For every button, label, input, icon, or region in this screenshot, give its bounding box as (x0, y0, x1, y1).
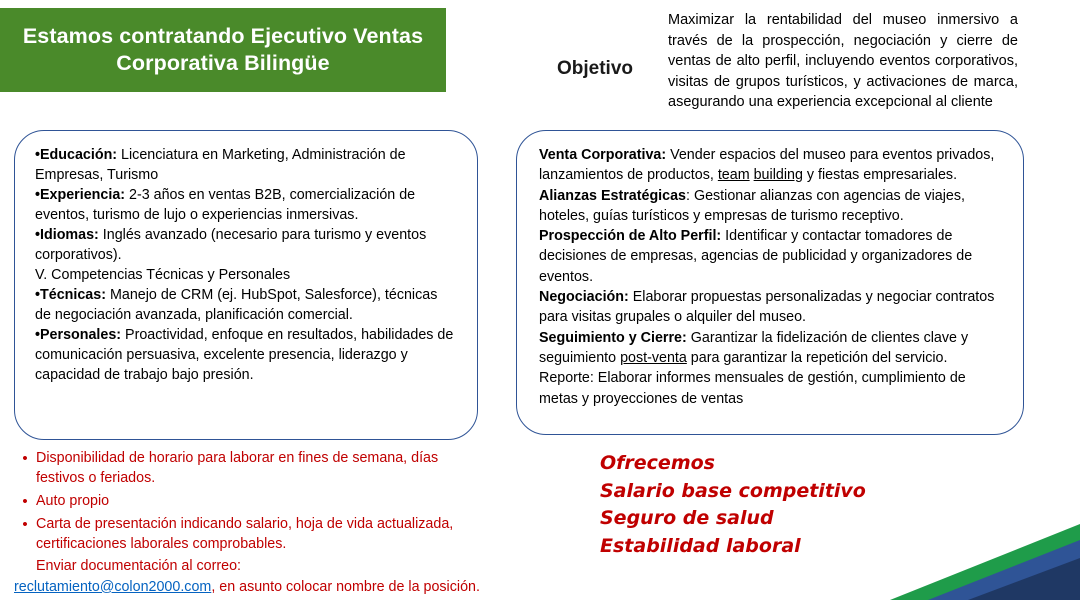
offer-item: Seguro de salud (600, 507, 774, 530)
right-line-1 (539, 145, 1005, 186)
left-label-2: Experiencia: (40, 187, 126, 204)
application-requirements-list (14, 448, 484, 597)
left-label-5: Técnicas: (40, 287, 106, 304)
send-documentation-line: Enviar documentación al correo: (36, 558, 242, 575)
right-text-4: Elaborar propuestas personalizadas y negociar contratos para visitas grupales o alquiler del museo. (539, 289, 995, 326)
right-label-1: Venta Corporativa: (539, 147, 667, 163)
left-line-3 (35, 225, 457, 265)
requirements-box (14, 130, 478, 440)
left-line-2 (35, 185, 457, 225)
right-text-6: Reporte: Elaborar informes mensuales de gestión, cumplimiento de metas y proyecciones de ventas (539, 370, 966, 407)
right-line-3 (539, 226, 1005, 287)
email-line (14, 577, 484, 597)
right-text-2: : Gestionar alianzas con agencias de viajes, hoteles, guías turísticos y empresas de turismo receptivo. (539, 187, 965, 224)
email-link[interactable]: reclutamiento@colon2000.com (14, 578, 212, 595)
left-label-1: • (35, 147, 41, 163)
list-item (14, 514, 484, 555)
offer-block (600, 450, 980, 560)
left-bullet-2: • (35, 187, 41, 204)
list-item-label: Disponibilidad de horario para laborar en fines de semana, días festivos o feriados. (36, 450, 439, 487)
left-label-1b: Educación: (40, 147, 118, 163)
header-banner (0, 8, 446, 92)
left-bullet-5: • (35, 287, 41, 304)
left-text-3: Inglés avanzado (necesario para turismo y eventos corporativos). (35, 227, 427, 264)
right-line-4 (539, 287, 1005, 328)
right-line-5 (539, 328, 1005, 369)
left-text-4: V. Competencias Técnicas y Personales (35, 267, 291, 284)
page-title: Estamos contratando Ejecutivo Ventas Corporativa Bilingüe (22, 24, 424, 75)
right-label-3: Prospección de Alto Perfil: (539, 228, 722, 245)
left-line-6 (35, 325, 457, 385)
left-label-3: Idiomas: (40, 227, 99, 244)
objetivo-text: Maximizar la rentabilidad del museo inmersivo a través de la prospección, negociación y cierre de ventas de alto perfil, incluyendo eventos corporativos, visitas de grupos turísticos, y activaciones de marca, asegurando una experiencia excepcional al cliente (668, 12, 1018, 111)
offer-item: Estabilidad laboral (600, 534, 801, 557)
left-text-5: Manejo de CRM (ej. HubSpot, Salesforce), técnicas de negociación avanzada, planificación comercial. (35, 287, 438, 324)
left-label-6: Personales: (40, 327, 122, 344)
bullet-icon: • (22, 515, 28, 533)
left-bullet-3: • (35, 227, 41, 244)
email-instruction: , en asunto colocar nombre de la posición. (211, 578, 480, 595)
left-text-1: Licenciatura en Marketing, Administración de Empresas, Turismo (35, 147, 406, 184)
offer-heading: Ofrecemos (600, 452, 715, 474)
right-label-2: Alianzas Estratégicas (539, 187, 687, 204)
left-text-2: 2-3 años en ventas B2B, comercialización de eventos, turismo de lujo o experiencias inmersivas. (35, 187, 416, 224)
left-line-4 (35, 265, 457, 285)
left-line-1 (35, 145, 457, 185)
left-text-6: Proactividad, enfoque en resultados, habilidades de comunicación persuasiva, excelente presencia, liderazgo y capacidad de trabajo bajo presión. (35, 327, 454, 384)
right-text-5: Garantizar la fidelización de clientes clave y seguimiento post-venta para garantizar la repetición del servicio. (539, 329, 969, 366)
list-item (14, 491, 484, 512)
list-item-label: Auto propio (36, 492, 110, 509)
list-item (14, 448, 484, 489)
right-line-6 (539, 368, 1005, 409)
bullet-icon: • (22, 492, 28, 510)
requirements-box-content (15, 131, 477, 395)
right-label-4: Negociación: (539, 289, 629, 306)
objetivo-label: Objetivo (556, 58, 633, 79)
right-text-1: Vender espacios del museo para eventos privados, lanzamientos de productos, team building y fiestas empresariales. (539, 147, 995, 184)
right-label-5: Seguimiento y Cierre: (539, 329, 687, 346)
bullet-icon: • (22, 450, 28, 467)
responsibilities-box-content (517, 131, 1023, 419)
right-text-3: Identificar y contactar tomadores de decisiones de empresas, agencias de publicidad y organizadores de eventos. (539, 228, 973, 285)
list-item-label: Carta de presentación indicando salario, hoja de vida actualizada, certificaciones laborales comprobables. (36, 515, 454, 553)
responsibilities-box (516, 130, 1024, 435)
offer-item: Salario base competitivo (600, 479, 866, 502)
right-line-2 (539, 186, 1005, 227)
left-line-5 (35, 285, 457, 325)
left-bullet-6: • (35, 327, 41, 344)
